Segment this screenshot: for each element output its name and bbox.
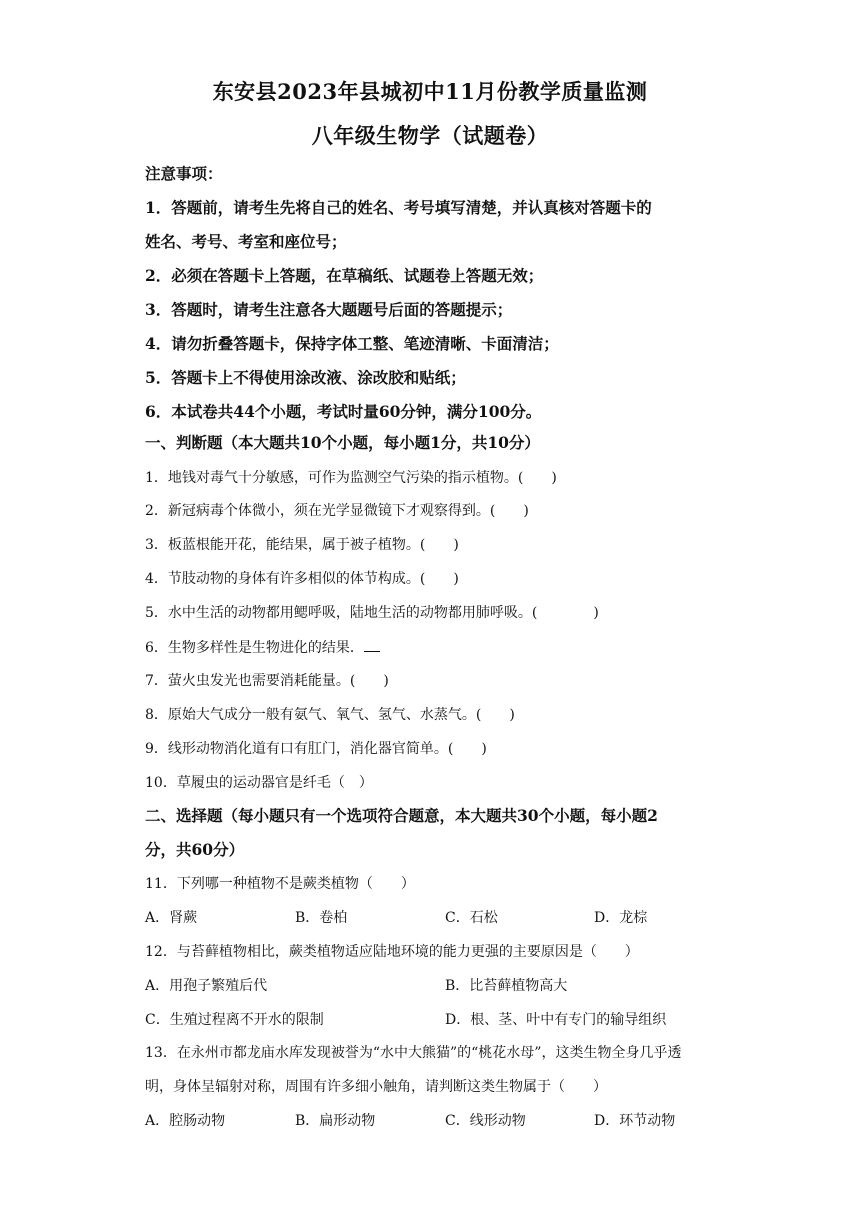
question-8: 8．原始大气成分一般有氨气、氧气、氢气、水蒸气。( ) (145, 707, 515, 723)
question-13: 13．在永州市都龙庙水库发现被誉为“水中大熊猫”的“桃花水母”，这类生物全身几乎透 (145, 1045, 682, 1061)
notice-item-5: 5．答题卡上不得使用涂改液、涂改胶和贴纸； (145, 368, 466, 387)
question-5: 5．水中生活的动物都用鳃呼吸，陆地生活的动物都用肺呼吸。( ) (145, 605, 599, 621)
question-2: 2．新冠病毒个体微小，须在光学显微镜下才观察得到。( ) (145, 503, 529, 519)
question-12: 12．与苔藓植物相比，蕨类植物适应陆地环境的能力更强的主要原因是（ ） (145, 944, 639, 960)
q13-option-c: C．线形动物 (445, 1113, 526, 1129)
notice-item-4: 4．请勿折叠答题卡，保持字体工整、笔迹清晰、卡面清洁； (145, 334, 559, 353)
q13-option-b: B．扁形动物 (295, 1113, 376, 1129)
question-4: 4．节肢动物的身体有许多相似的体节构成。( ) (145, 571, 459, 587)
q13-option-a: A．腔肠动物 (145, 1113, 226, 1129)
section1-heading: 一、判断题（本大题共10个小题，每小题1分，共10分） (145, 433, 540, 452)
question-9: 9．线形动物消化道有口有肛门，消化器官简单。( ) (145, 741, 487, 757)
section2-heading-cont: 分，共60分） (145, 840, 245, 859)
q12-option-d: D．根、茎、叶中有专门的输导组织 (445, 1012, 667, 1028)
question-7: 7．萤火虫发光也需要消耗能量。( ) (145, 673, 389, 689)
question-10: 10．草履虫的运动器官是纤毛（ ） (145, 775, 373, 791)
notice-heading: 注意事项： (145, 164, 223, 183)
q12-option-b: B．比苔藓植物高大 (445, 978, 568, 994)
q12-option-a: A．用孢子繁殖后代 (145, 978, 268, 994)
question-6 (145, 637, 725, 658)
answer-blank (364, 637, 380, 652)
question-11: 11．下列哪一种植物不是蕨类植物（ ） (145, 876, 415, 892)
q12-option-c: C．生殖过程离不开水的限制 (145, 1012, 324, 1028)
question-1: 1．地钱对毒气十分敏感，可作为监测空气污染的指示植物。( ) (145, 470, 557, 486)
notice-item-1-cont: 姓名、考号、考室和座位号； (145, 232, 347, 251)
question-13-cont: 明，身体呈辐射对称，周围有许多细小触角，请判断这类生物属于（ ） (145, 1079, 607, 1095)
question-6-text: 6．生物多样性是生物进化的结果． (145, 640, 364, 656)
q11-option-d: D．龙棕 (594, 910, 648, 926)
section2-heading: 二、选择题（每小题只有一个选项符合题意，本大题共30个小题，每小题2 (145, 806, 658, 825)
exam-subtitle: 八年级生物学（试题卷） (311, 123, 549, 148)
exam-title: 东安县2023年县城初中11月份教学质量监测 (212, 79, 648, 104)
notice-item-6: 6．本试卷共44个小题，考试时量60分钟，满分100分。 (145, 402, 542, 421)
notice-item-1: 1．答题前，请考生先将自己的姓名、考号填写清楚，并认真核对答题卡的 (145, 198, 652, 217)
q13-option-d: D．环节动物 (594, 1113, 676, 1129)
notice-item-2: 2．必须在答题卡上答题，在草稿纸、试题卷上答题无效； (145, 266, 544, 285)
q11-option-b: B．卷柏 (295, 910, 348, 926)
q11-option-a: A．肾蕨 (145, 910, 198, 926)
notice-item-3: 3．答题时，请考生注意各大题题号后面的答题提示； (145, 300, 513, 319)
question-3: 3．板蓝根能开花，能结果，属于被子植物。( ) (145, 537, 459, 553)
q11-option-c: C．石松 (445, 910, 498, 926)
